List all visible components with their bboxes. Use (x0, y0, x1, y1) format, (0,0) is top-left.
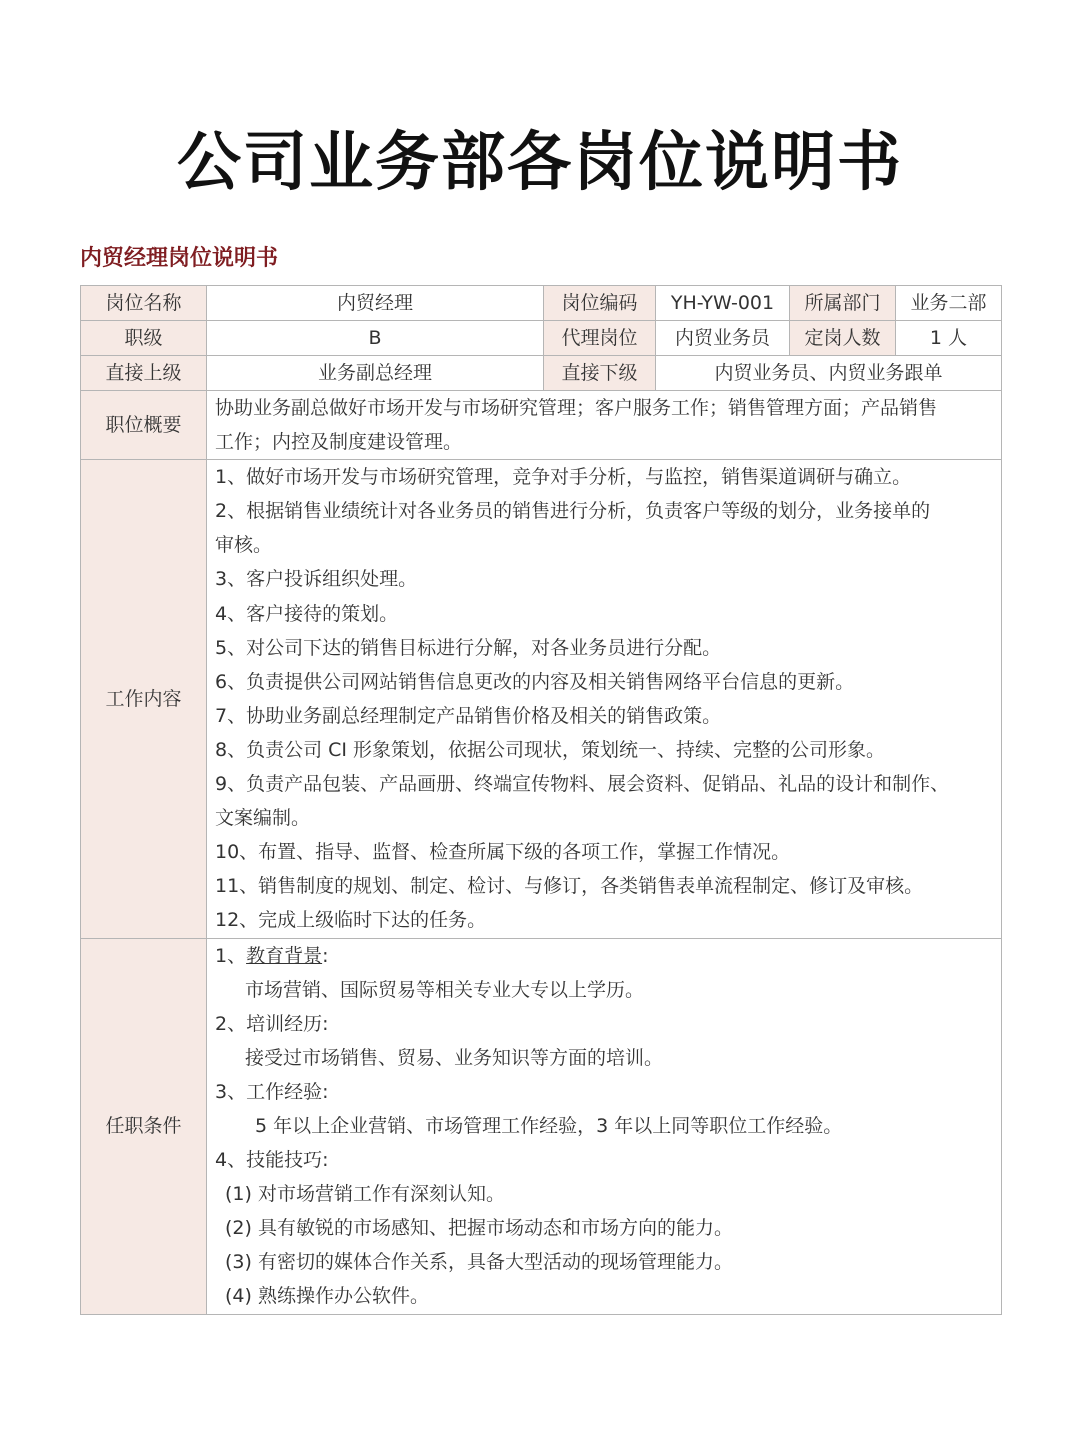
education-colon: : (322, 944, 329, 967)
duty-line: 文案编制。 (215, 807, 311, 830)
grade-label: 职级 (81, 321, 207, 356)
duty-line: 2、根据销售业绩统计对各业务员的销售进行分析，负责客户等级的划分，业务接单的 (215, 500, 931, 523)
skill-item: (2) 具有敏锐的市场感知、把握市场动态和市场方向的能力。 (225, 1217, 733, 1240)
table-row (81, 286, 1002, 321)
skill-item: (4) 熟练操作办公软件。 (225, 1285, 429, 1308)
page-title: 公司业务部各岗位说明书 (177, 125, 903, 200)
education-number: 1、 (215, 944, 247, 967)
department-value: 业务二部 (896, 286, 1002, 321)
direct-subordinate-label: 直接下级 (544, 356, 656, 391)
skill-item: (1) 对市场营销工作有深刻认知。 (225, 1183, 505, 1206)
duty-line: 12、完成上级临时下达的任务。 (215, 909, 487, 932)
position-name-label: 岗位名称 (81, 286, 207, 321)
direct-superior-value: 业务副总经理 (207, 356, 544, 391)
duty-line: 1、做好市场开发与市场研究管理，竞争对手分析，与监控，销售渠道调研与确立。 (215, 466, 912, 489)
department-label: 所属部门 (790, 286, 896, 321)
headcount-value: 1 人 (896, 321, 1002, 356)
table-row (81, 391, 1002, 460)
requirements-content (207, 938, 1002, 1314)
duty-line: 8、负责公司 CI 形象策划，依据公司现状，策划统一、持续、完整的公司形象。 (215, 738, 886, 761)
experience-detail: 5 年以上企业营销、市场管理工作经验，3 年以上同等职位工作经验。 (255, 1114, 843, 1137)
summary-line: 工作；内控及制度建设管理。 (215, 431, 463, 454)
duty-line: 11、销售制度的规划、制定、检讨、与修订，各类销售表单流程制定、修订及审核。 (215, 875, 924, 898)
direct-superior-label: 直接上级 (81, 356, 207, 391)
position-code-label: 岗位编码 (544, 286, 656, 321)
summary-label: 职位概要 (81, 391, 207, 460)
job-description-table (80, 285, 1002, 1315)
duty-line: 3、客户投诉组织处理。 (215, 568, 418, 591)
duty-line: 4、客户接待的策划。 (215, 602, 399, 625)
duty-line: 6、负责提供公司网站销售信息更改的内容及相关销售网络平台信息的更新。 (215, 670, 855, 693)
direct-subordinate-value: 内贸业务员、内贸业务跟单 (656, 356, 1002, 391)
table-row (81, 321, 1002, 356)
requirements-label: 任职条件 (81, 938, 207, 1314)
position-name-value: 内贸经理 (207, 286, 544, 321)
duty-line: 10、布置、指导、监督、检查所属下级的各项工作，掌握工作情况。 (215, 841, 791, 864)
skills-heading: 4、技能技巧: (215, 1149, 329, 1172)
duty-line: 9、负责产品包装、产品画册、终端宣传物料、展会资料、促销品、礼品的设计和制作、 (215, 773, 950, 796)
duties-label: 工作内容 (81, 460, 207, 938)
table-row (81, 460, 1002, 938)
education-heading (215, 939, 993, 973)
table-row (81, 938, 1002, 1314)
table-row (81, 356, 1002, 391)
experience-heading: 3、工作经验: (215, 1080, 329, 1103)
education-detail: 市场营销、国际贸易等相关专业大专以上学历。 (245, 978, 645, 1001)
position-code-value: YH-YW-001 (656, 286, 790, 321)
deputy-position-label: 代理岗位 (544, 321, 656, 356)
training-detail: 接受过市场销售、贸易、业务知识等方面的培训。 (245, 1046, 664, 1069)
summary-line: 协助业务副总做好市场开发与市场研究管理；客户服务工作；销售管理方面；产品销售 (215, 397, 938, 419)
duty-line: 5、对公司下达的销售目标进行分解，对各业务员进行分配。 (215, 636, 722, 659)
education-heading-text: 教育背景 (246, 944, 323, 967)
summary-content (207, 391, 1002, 460)
headcount-label: 定岗人数 (790, 321, 896, 356)
duties-content (207, 460, 1002, 938)
duty-line: 7、协助业务副总经理制定产品销售价格及相关的销售政策。 (215, 704, 722, 727)
grade-value: B (207, 321, 544, 356)
skill-item: (3) 有密切的媒体合作关系，具备大型活动的现场管理能力。 (225, 1251, 733, 1274)
duty-line: 审核。 (215, 534, 273, 557)
training-heading: 2、培训经历: (215, 1012, 329, 1035)
deputy-position-value: 内贸业务员 (656, 321, 790, 356)
section-title: 内贸经理岗位说明书 (80, 245, 279, 271)
